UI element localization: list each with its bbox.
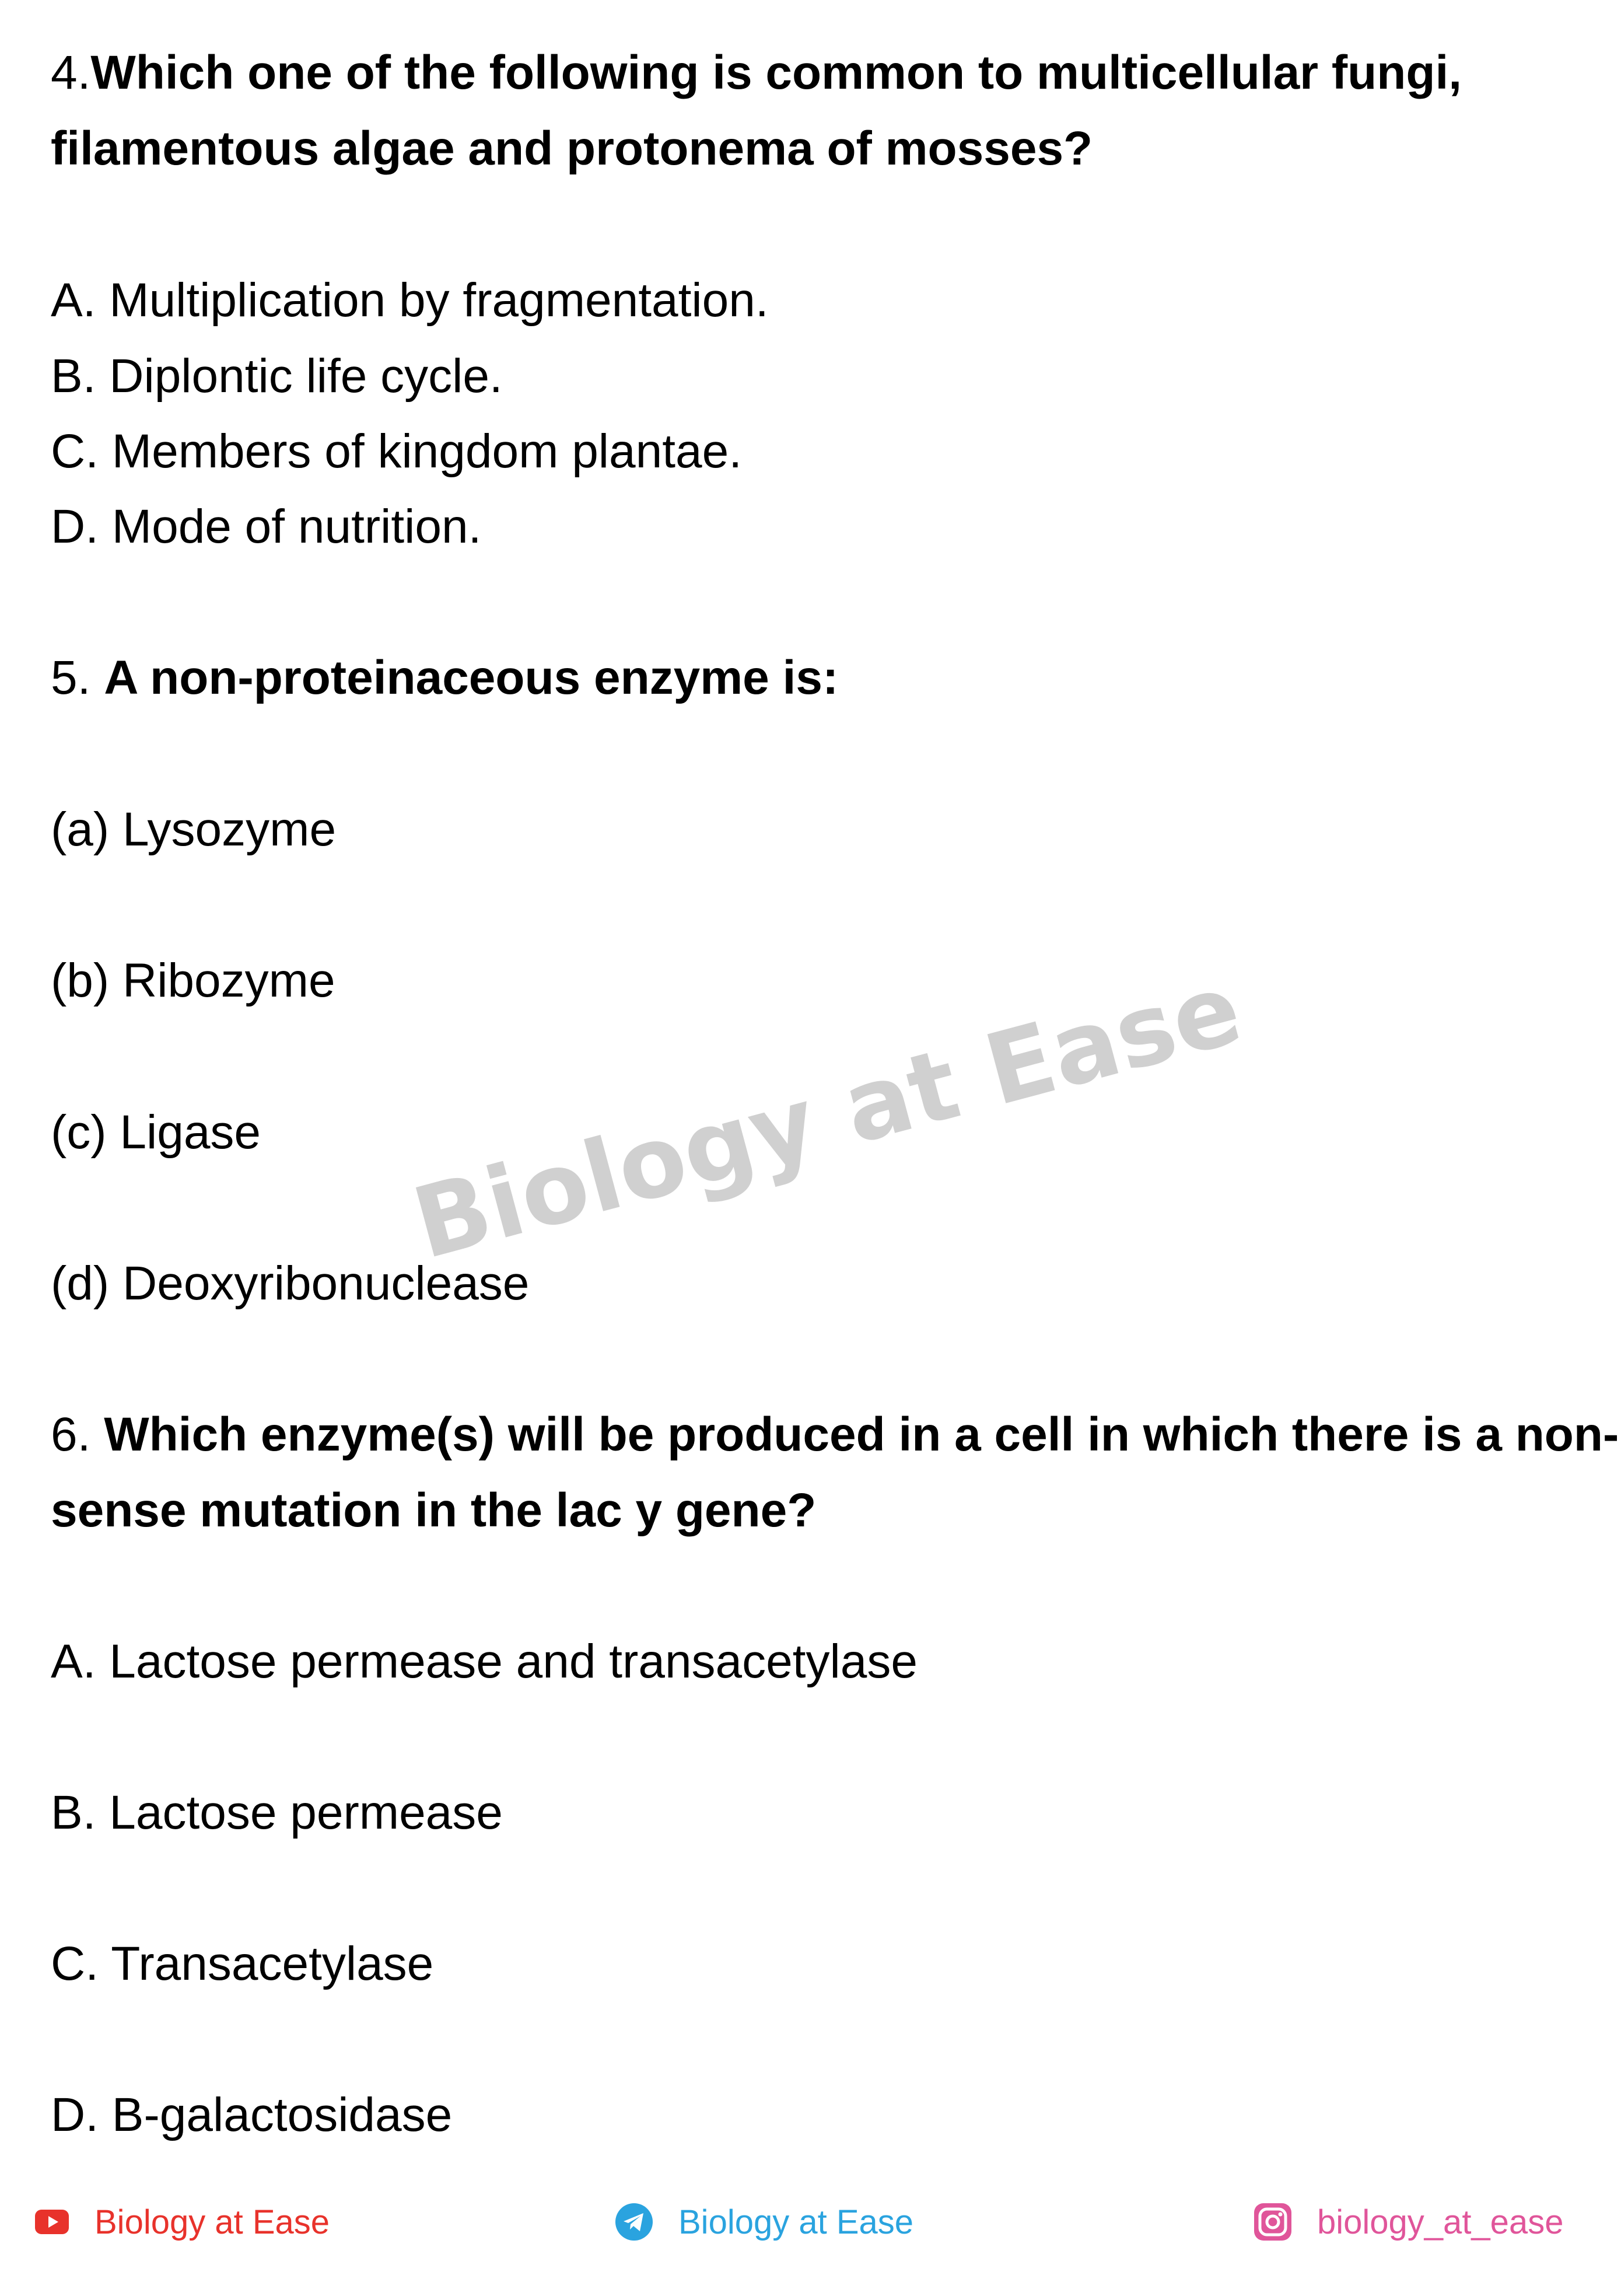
question-5-line-1 bbox=[51, 649, 838, 707]
question-4-number: 4. bbox=[51, 46, 91, 99]
footer-telegram-link[interactable] bbox=[615, 2199, 913, 2245]
footer-youtube-link[interactable] bbox=[35, 2199, 330, 2245]
question-5-option-c: (c) Ligase bbox=[51, 1106, 261, 1159]
footer-instagram-link[interactable] bbox=[1254, 2199, 1563, 2245]
footer-telegram-label: Biology at Ease bbox=[678, 2203, 914, 2241]
watermark: Biology at Ease bbox=[402, 950, 1252, 1281]
question-6-line-1 bbox=[51, 1406, 1619, 1464]
question-5-option-a: (a) Lysozyme bbox=[51, 803, 337, 856]
question-6-text: Which enzyme(s) will be produced in a cell in which there is a non- bbox=[104, 1408, 1619, 1461]
question-4-option-a: A. Multiplication by fragmentation. bbox=[51, 274, 769, 327]
question-5-text: A non-proteinaceous enzyme is: bbox=[104, 651, 839, 704]
footer-youtube-label: Biology at Ease bbox=[94, 2203, 330, 2241]
question-6-line-2: sense mutation in the lac y gene? bbox=[51, 1484, 817, 1537]
question-6-number: 6. bbox=[51, 1408, 91, 1461]
question-6-option-c: C. Transacetylase bbox=[51, 1937, 434, 1990]
question-4-text: Which one of the following is common to multicellular fungi, bbox=[90, 46, 1462, 99]
question-5-option-d: (d) Deoxyribonuclease bbox=[51, 1257, 530, 1310]
footer-instagram-label: biology_at_ease bbox=[1317, 2203, 1564, 2241]
instagram-icon bbox=[1254, 2203, 1291, 2241]
youtube-icon bbox=[35, 2210, 69, 2234]
question-4-option-d: D. Mode of nutrition. bbox=[51, 500, 482, 553]
question-5-option-b: (b) Ribozyme bbox=[51, 954, 335, 1007]
question-4-option-b: B. Diplontic life cycle. bbox=[51, 350, 503, 403]
question-4-option-c: C. Members of kingdom plantae. bbox=[51, 425, 742, 478]
telegram-icon bbox=[615, 2203, 653, 2241]
question-5-number: 5. bbox=[51, 651, 91, 704]
question-6-option-b: B. Lactose permease bbox=[51, 1786, 503, 1839]
question-4-line-2: filamentous algae and protonema of mosses? bbox=[51, 122, 1093, 175]
question-6-option-a: A. Lactose permease and transacetylase bbox=[51, 1635, 918, 1688]
question-4-line-1 bbox=[51, 44, 1462, 102]
question-6-option-d: D. B-galactosidase bbox=[51, 2088, 453, 2141]
